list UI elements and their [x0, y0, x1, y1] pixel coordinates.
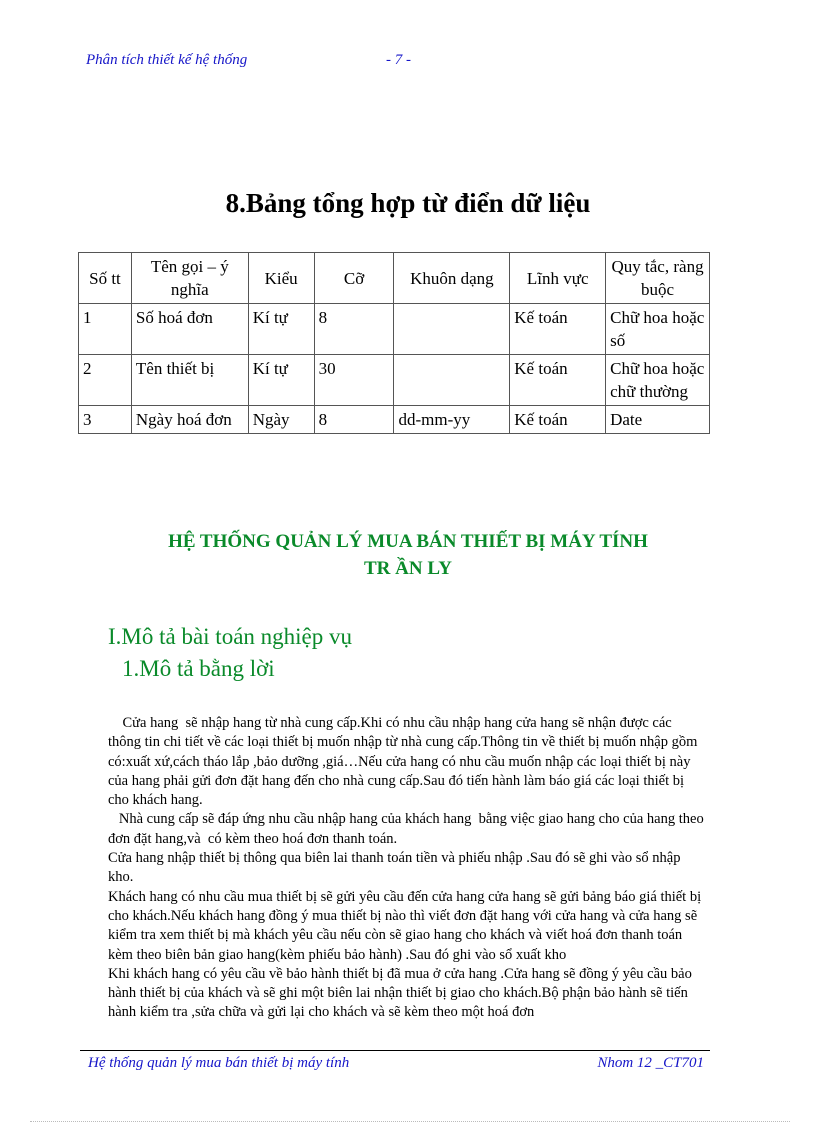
page-edge — [30, 1121, 790, 1122]
table-cell: 30 — [314, 355, 394, 406]
paragraph: Khách hang có nhu cầu mua thiết bị sẽ gửi yêu cầu đến cửa hang cửa hang sẽ gửi bảng báo giá thiết bị cho khách.Nếu khách hang đồng ý mua thiết bị nào thì viết đơn đặt hang với cửa hang và cửa hang sẽ kiểm tra xem thiết bị mà khách yêu cầu nếu còn sẽ giao hang cho khách và viết hoá đơn thanh toán kèm theo biên bản giao hang(kèm phiếu bảo hành) .Sau đó ghi vào sổ xuất kho — [108, 888, 702, 963]
page-number: - 7 - — [386, 52, 411, 68]
table-cell — [394, 304, 510, 355]
table-cell: Kí tự — [248, 304, 314, 355]
table-cell: Kí tự — [248, 355, 314, 406]
table-row — [79, 355, 710, 406]
header-title: Phân tích thiết kế hệ thống — [86, 52, 248, 68]
table-cell: Chữ hoa hoặc chữ thường — [606, 355, 710, 406]
table-cell: Số hoá đơn — [131, 304, 248, 355]
table-cell: Kế toán — [510, 355, 606, 406]
paragraph: Khi khách hang có yêu cầu về bảo hành thiết bị đã mua ở cửa hang .Cửa hang sẽ đồng ý yêu cầu bảo hành thiết bị của khách và sẽ ghi một biên lai nhận thiết bị giao cho khách.Bộ phận bảo hành sẽ tiến hành kiểm tra ,sửa chữa và gửi lại cho khách và sẽ kèm theo một hoá đơn — [108, 965, 692, 1021]
paragraph: Cửa hang nhập thiết bị thông qua biên lai thanh toán tiền và phiếu nhập .Sau đó sẽ ghi vào sổ nhập kho. — [108, 850, 681, 886]
table-cell: 8 — [314, 304, 394, 355]
table-header-row — [79, 253, 710, 304]
table-row — [79, 304, 710, 355]
footer-right: Nhom 12 _CT701 — [597, 1055, 704, 1071]
table-cell: 2 — [79, 355, 132, 406]
table-header-cell: Cỡ — [314, 253, 394, 304]
system-title-line2: TR ẦN LY — [364, 558, 452, 579]
table-row — [79, 406, 710, 434]
paragraph: Cửa hang sẽ nhập hang từ nhà cung cấp.Khi có nhu cầu nhập hang cửa hang sẽ nhận được các thông tin chi tiết về các loại thiết bị muốn nhập từ nhà cung cấp.Thông tin về thiết bị muốn nhập gồm có:xuất xứ,cách tháo lắp ,bảo dưỡng ,giá…Nếu cửa hang có nhu cầu muốn nhập các loại thiết bị này của hang phải gửi đơn đặt hang đến cho nhà cung cấp.Sau đó tiến hành làm báo giá các loại thiết bị cho khách hang. — [108, 715, 701, 809]
heading-1: I.Mô tả bài toán nghiệp vụ — [108, 624, 353, 649]
footer-divider — [80, 1050, 710, 1051]
system-title-line1: HỆ THỐNG QUẢN LÝ MUA BÁN THIẾT BỊ MÁY TÍNH — [168, 531, 648, 552]
table-cell: 1 — [79, 304, 132, 355]
table-cell: 8 — [314, 406, 394, 434]
table-cell: Ngày hoá đơn — [131, 406, 248, 434]
table-header-cell: Lĩnh vực — [510, 253, 606, 304]
table-cell: Ngày — [248, 406, 314, 434]
system-title — [0, 528, 816, 582]
table-header-cell: Khuôn dạng — [394, 253, 510, 304]
heading-2: 1.Mô tả bằng lời — [122, 656, 275, 681]
table-cell: Kế toán — [510, 304, 606, 355]
table-cell: Kế toán — [510, 406, 606, 434]
table-header-cell: Số tt — [79, 253, 132, 304]
data-dictionary-table — [78, 252, 710, 434]
table-cell: Tên thiết bị — [131, 355, 248, 406]
table-header-cell: Tên gọi – ý nghĩa — [131, 253, 248, 304]
table-cell: Date — [606, 406, 710, 434]
paragraph: Nhà cung cấp sẽ đáp ứng nhu cầu nhập hang của khách hang bằng việc giao hang cho của hang theo đơn đặt hang,và có kèm theo hoá đơn thanh toán. — [108, 811, 708, 847]
table-header-cell: Quy tắc, ràng buộc — [606, 253, 710, 304]
footer-left: Hệ thống quản lý mua bán thiết bị máy tính — [88, 1055, 350, 1071]
table-cell: Chữ hoa hoặc số — [606, 304, 710, 355]
section-title: 8.Bảng tổng hợp từ điển dữ liệu — [225, 188, 591, 218]
table-header-cell: Kiểu — [248, 253, 314, 304]
table-cell: dd-mm-yy — [394, 406, 510, 434]
table-cell — [394, 355, 510, 406]
body-text — [108, 714, 706, 1023]
table-cell: 3 — [79, 406, 132, 434]
